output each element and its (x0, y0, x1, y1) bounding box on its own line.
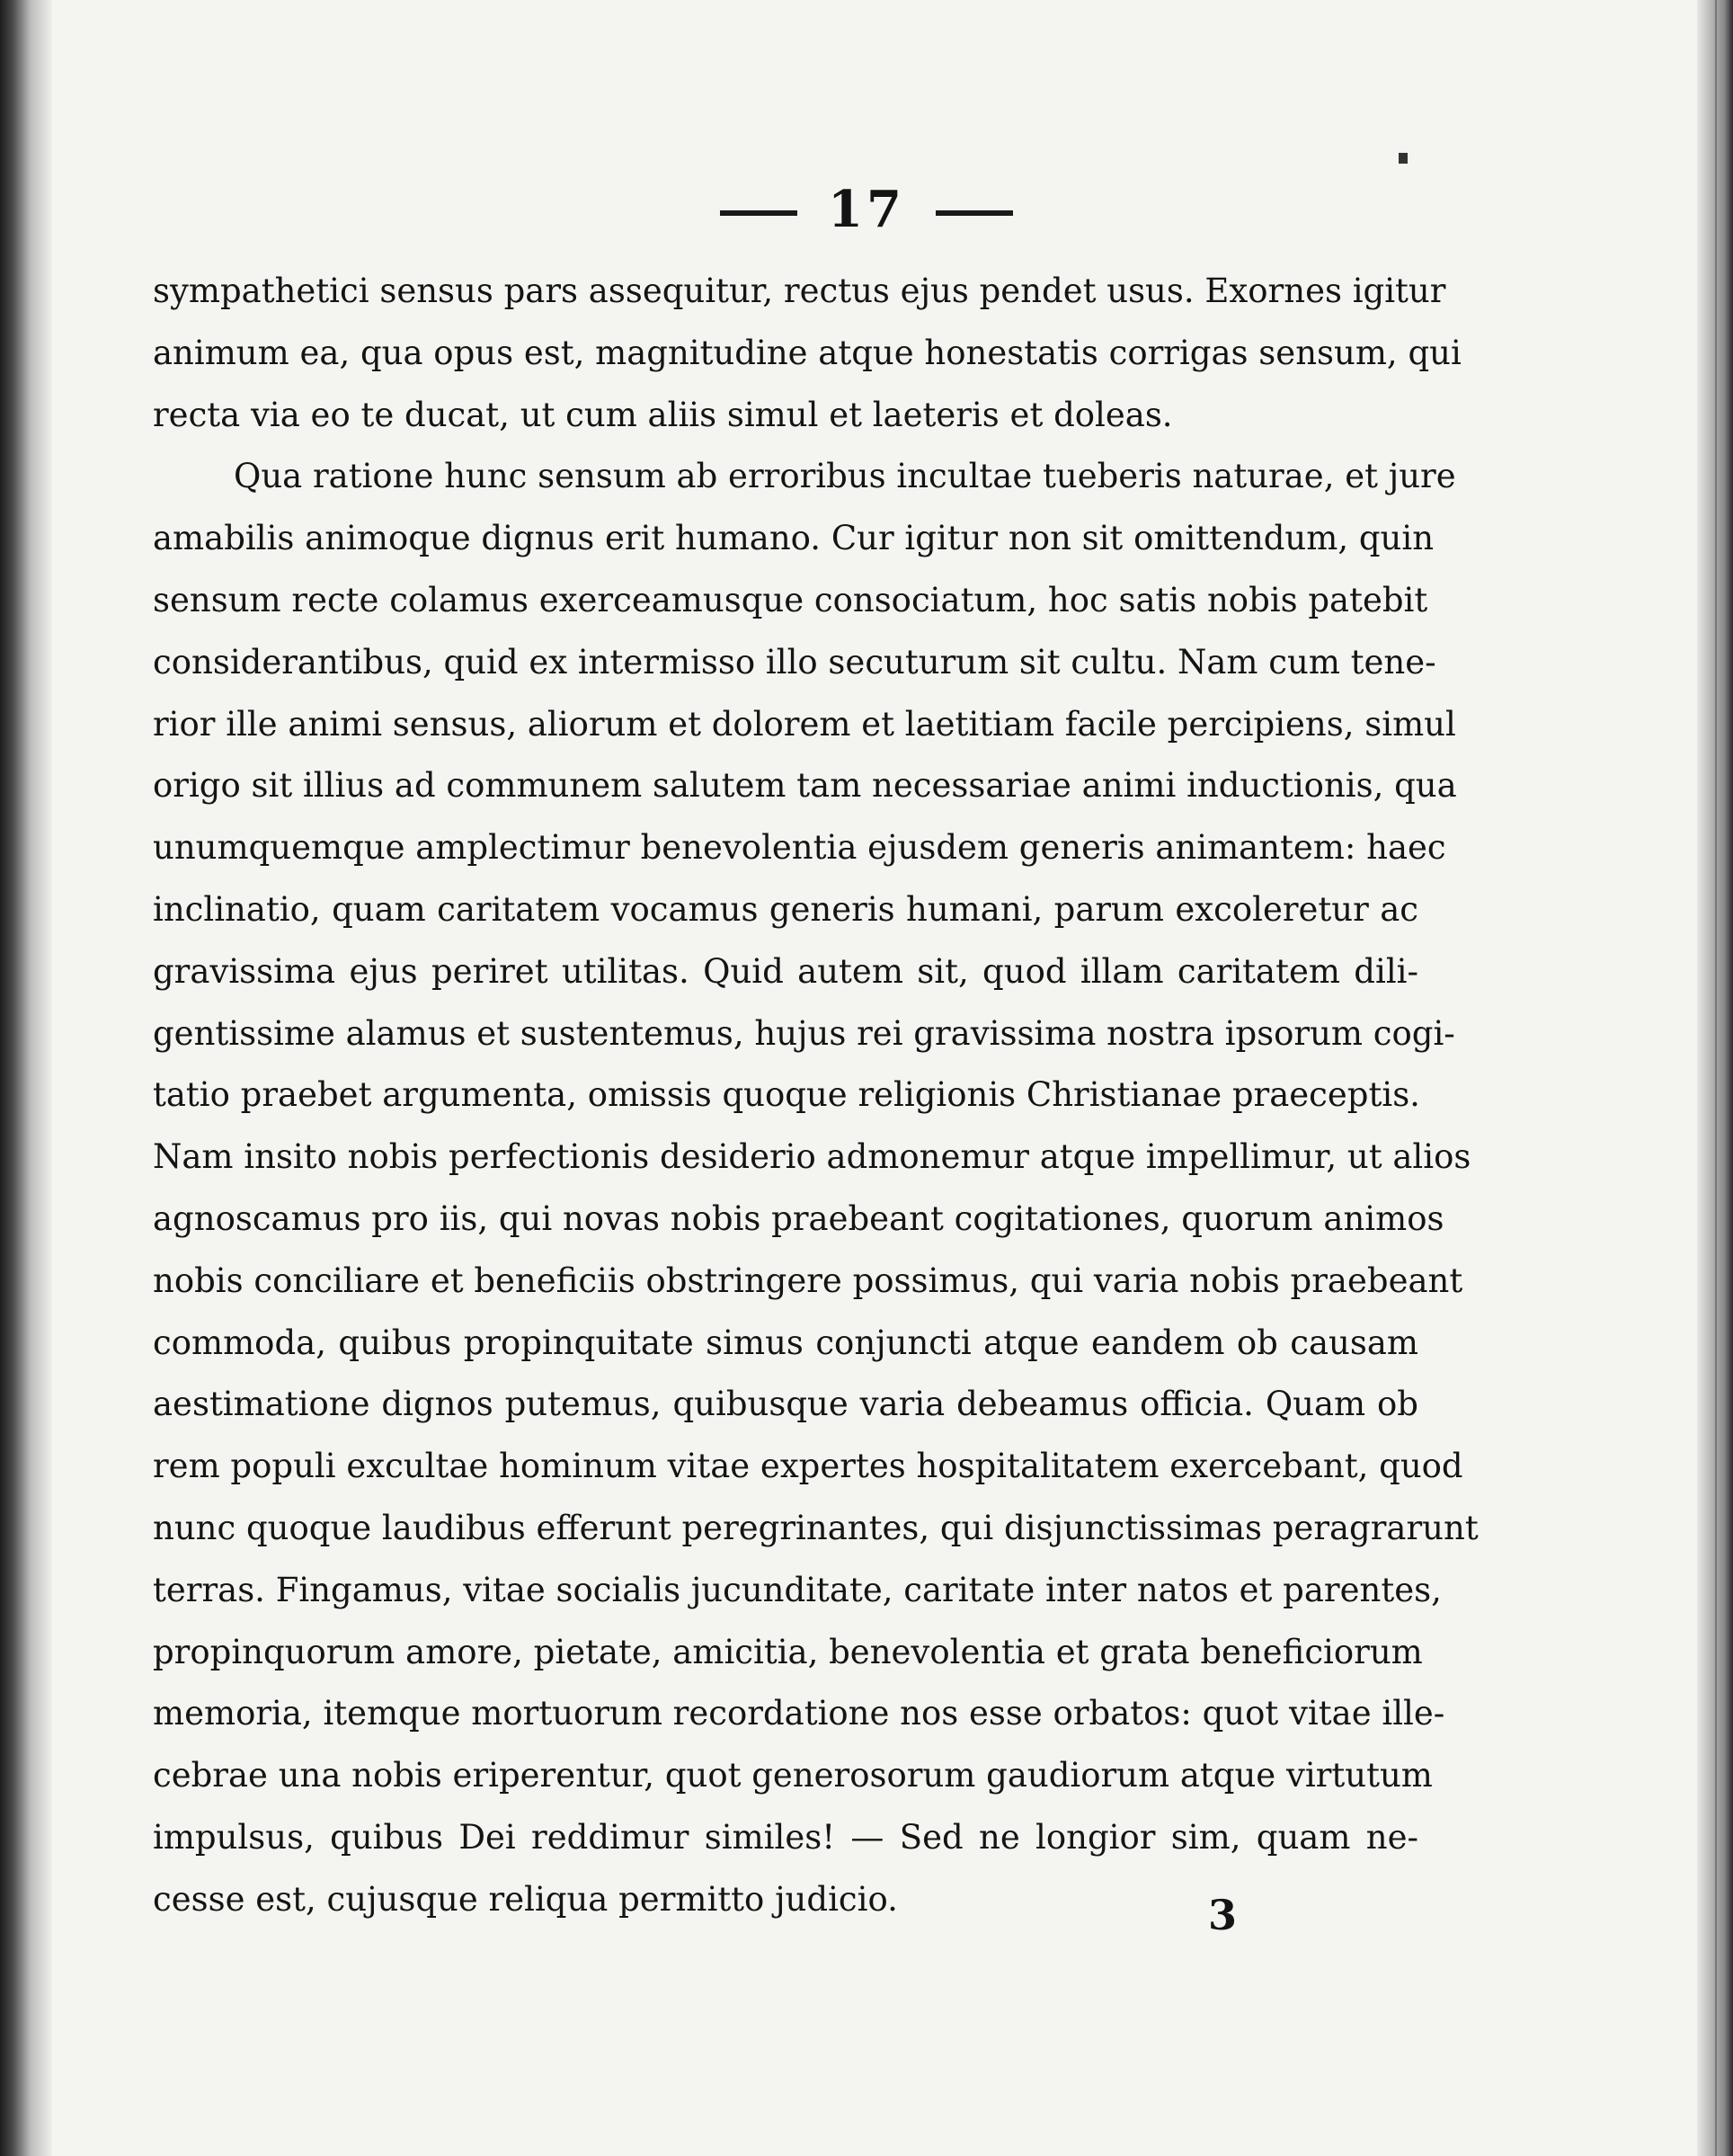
text-line: cebrae una nobis eriperentur, quot generosorum gaudiorum atque virtutum (153, 1756, 1433, 1795)
text-line: nunc quoque laudibus efferunt peregrinantes, qui disjunctissimas peragrarunt (153, 1508, 1479, 1547)
text-line: sympathetici sensus pars assequitur, rectus ejus pendet usus. Exornes igitur (153, 272, 1446, 310)
text-line: inclinatio, quam caritatem vocamus generis humani, parum excoleretur ac (153, 889, 1418, 929)
text-line: gravissima ejus periret utilitas. Quid autem sit, quod illam caritatem dili- (153, 951, 1418, 991)
text-line: origo sit illius ad communem salutem tam necessariae animi inductionis, qua (153, 766, 1457, 806)
text-line: considerantibus, quid ex intermisso illo secuturum sit cultu. Nam cum tene- (153, 642, 1436, 682)
text-line: rem populi excultae hominum vitae expertes hospitalitatem exercebant, quod (153, 1447, 1463, 1486)
body-text (153, 261, 1479, 1931)
text-line: commoda, quibus propinquitate simus conjuncti atque eandem ob causam (153, 1323, 1418, 1362)
text-line: sensum recte colamus exerceamusque consociatum, hoc satis nobis patebit (153, 580, 1428, 619)
text-line: rior ille animi sensus, aliorum et dolorem et laetitiam facile percipiens, simul (153, 704, 1456, 744)
text-line: cesse est, cujusque reliqua permitto judicio. (153, 1879, 898, 1919)
text-line: Qua ratione hunc sensum ab erroribus incultae tueberis naturae, et jure (234, 457, 1456, 496)
text-line: tatio praebet argumenta, omissis quoque religionis Christianae praeceptis. (153, 1075, 1420, 1115)
text-line: memoria, itemque mortuorum recordatione nos esse orbatos: quot vitae ille- (153, 1694, 1445, 1733)
paragraph-2 (153, 446, 1479, 1930)
text-line: propinquorum amore, pietate, amicitia, benevolentia et grata beneficiorum (153, 1632, 1423, 1671)
text-line: recta via eo te ducat, ut cum aliis simul et laeteris et doleas. (153, 395, 1173, 434)
scan-gutter-line (1715, 0, 1717, 2156)
text-line: unumquemque amplectimur benevolentia ejusdem generis animantem: haec (153, 828, 1446, 868)
header-dash-left (720, 210, 797, 216)
text-line: gentissime alamus et sustentemus, hujus rei gravissima nostra ipsorum cogi- (153, 1013, 1455, 1053)
text-line: impulsus, quibus Dei reddimur similes! — Sed ne longior sim, quam ne- (153, 1817, 1418, 1857)
page-header (0, 178, 1733, 241)
text-line: agnoscamus pro iis, qui novas nobis praebeant cogitationes, quorum animos (153, 1198, 1444, 1238)
signature-mark: 3 (1207, 1891, 1237, 1939)
text-line: amabilis animoque dignus erit humano. Cur igitur non sit omittendum, quin (153, 519, 1435, 558)
page-number: 17 (828, 180, 905, 239)
scan-border-left (0, 0, 52, 2156)
text-line: Nam insito nobis perfectionis desiderio admonemur atque impellimur, ut alios (153, 1137, 1471, 1177)
ink-speck (1399, 153, 1408, 164)
text-line: animum ea, qua opus est, magnitudine atque honestatis corrigas sensum, qui (153, 333, 1462, 372)
text-line: aestimatione dignos putemus, quibusque varia debeamus officia. Quam ob (153, 1385, 1418, 1424)
paragraph-1 (153, 261, 1462, 446)
header-dash-right (936, 210, 1013, 216)
text-line: terras. Fingamus, vitae socialis jucunditate, caritate inter natos et parentes, (153, 1570, 1442, 1609)
text-line: nobis conciliare et beneficiis obstringere possimus, qui varia nobis praebeant (153, 1261, 1463, 1300)
